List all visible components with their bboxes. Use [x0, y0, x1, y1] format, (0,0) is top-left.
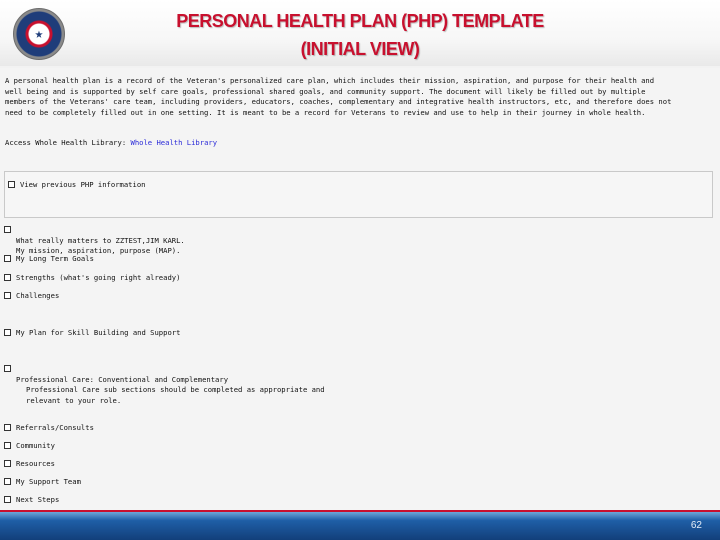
- previous-php-panel: [4, 171, 713, 218]
- section-label: Referrals/Consults: [16, 423, 94, 432]
- previous-php-row[interactable]: [8, 180, 146, 191]
- section-skill-building[interactable]: [4, 328, 180, 339]
- section-label: Challenges: [16, 291, 60, 300]
- section-label: What really matters to ZZTEST,JIM KARL.: [16, 235, 185, 245]
- php-form: [0, 68, 720, 510]
- library-label: Access Whole Health Library:: [5, 138, 127, 147]
- page-subtitle: (INITIAL VIEW): [300, 39, 420, 59]
- section-checkbox[interactable]: [4, 424, 11, 431]
- page-title-line1: PERSONAL HEALTH PLAN (PHP) TEMPLATE: [176, 11, 544, 31]
- section-label: Strengths (what's going right already): [16, 273, 181, 282]
- eagle-icon: ★: [34, 26, 44, 42]
- whole-health-library-link[interactable]: Whole Health Library: [130, 138, 218, 147]
- previous-php-checkbox[interactable]: [8, 181, 15, 188]
- section-checkbox[interactable]: [4, 460, 11, 467]
- section-next-steps[interactable]: [4, 495, 59, 506]
- section-checkbox[interactable]: [4, 442, 11, 449]
- section-label: My Long Term Goals: [16, 254, 94, 263]
- section-community[interactable]: [4, 441, 55, 452]
- section-checkbox[interactable]: [4, 292, 11, 299]
- section-label: Resources: [16, 459, 55, 468]
- section-long-term-goals[interactable]: [4, 254, 94, 265]
- section-support-team[interactable]: [4, 477, 81, 488]
- section-sublabel: Professional Care sub sections should be completed as appropriate and relevant to your role.: [26, 385, 325, 405]
- section-checkbox[interactable]: [4, 255, 11, 262]
- intro-paragraph: A personal health plan is a record of the Veteran's personalized care plan, which includes their mission, aspiration, and purpose for their health and well being and is supported by self care goals, professional shared goals, and community support. The document will likely be filled out by multiple members of the Veterans' care team, including providers, educators, coaches, complementary and integrative health instructors, etc, and therefore does not need to be completely filled out in one setting. It is meant to be a record for Veterans to review and use to help in their journey in whole health.: [5, 76, 672, 117]
- page-title: [0, 11, 720, 32]
- section-challenges[interactable]: [4, 291, 59, 302]
- section-label: Next Steps: [16, 495, 60, 504]
- page-number: 62: [690, 520, 702, 531]
- footer-band: [0, 510, 720, 540]
- section-strengths[interactable]: [4, 273, 180, 284]
- section-resources[interactable]: [4, 459, 55, 470]
- section-checkbox[interactable]: [4, 478, 11, 485]
- section-label: Community: [16, 441, 55, 450]
- section-checkbox[interactable]: [4, 365, 11, 372]
- header-band: [0, 0, 720, 66]
- section-label: Professional Care: Conventional and Complementary: [16, 374, 229, 384]
- section-checkbox[interactable]: [4, 496, 11, 503]
- section-checkbox[interactable]: [4, 329, 11, 336]
- section-professional-care[interactable]: [4, 364, 325, 417]
- previous-php-label: View previous PHP information: [20, 180, 146, 189]
- section-checkbox[interactable]: [4, 274, 11, 281]
- section-sublabel: My mission, aspiration, purpose (MAP).: [16, 246, 181, 256]
- section-referrals[interactable]: [4, 423, 94, 434]
- section-checkbox[interactable]: [4, 226, 11, 233]
- section-label: My Plan for Skill Building and Support: [16, 328, 181, 337]
- library-line: [5, 138, 217, 149]
- section-label-group: [16, 364, 325, 417]
- section-label: My Support Team: [16, 477, 81, 486]
